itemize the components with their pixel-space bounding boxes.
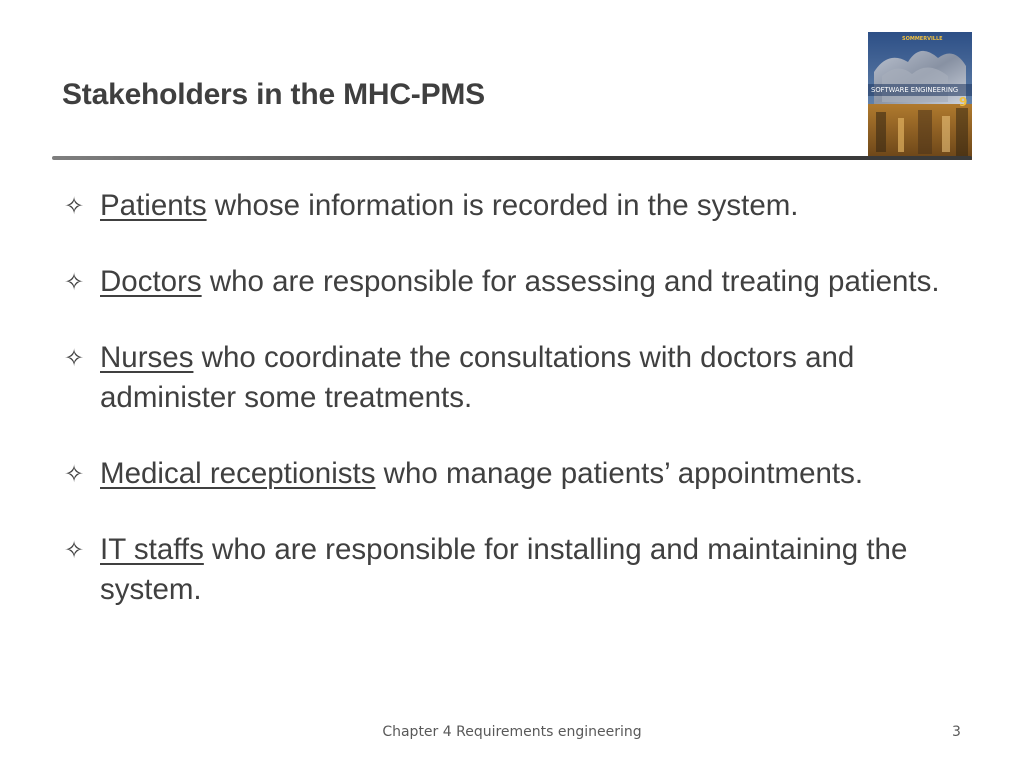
bullet-text: who are responsible for installing and maintaining the system. [100, 533, 908, 606]
bullet-text: who manage patients’ appointments. [375, 457, 864, 490]
four-pointed-star-icon: ✧ [64, 460, 85, 488]
four-pointed-star-icon: ✧ [64, 192, 85, 220]
bullet-term: IT staffs [100, 533, 204, 566]
bullet-item-patients [62, 186, 962, 226]
bullet-term: Doctors [100, 265, 202, 298]
book-cover-image [868, 32, 972, 160]
bullet-text: whose information is recorded in the system. [206, 189, 799, 222]
bullet-term: Nurses [100, 341, 194, 374]
bullet-term: Patients [100, 189, 207, 222]
bullet-list [62, 186, 962, 646]
title-divider [52, 156, 972, 160]
book-author-text: SOMMERVILLE [902, 36, 943, 42]
four-pointed-star-icon: ✧ [64, 536, 85, 564]
book-edition-text: 9 [959, 95, 968, 109]
bullet-item-nurses [62, 338, 962, 418]
bullet-text: who are responsible for assessing and treating patients. [201, 265, 940, 298]
bullet-item-receptionists [62, 454, 962, 494]
page-number: 3 [952, 724, 961, 740]
bullet-item-it-staffs [62, 530, 962, 610]
bullet-term: Medical receptionists [100, 457, 376, 490]
bullet-text: who coordinate the consultations with doctors and administer some treatments. [100, 341, 855, 414]
four-pointed-star-icon: ✧ [64, 344, 85, 372]
four-pointed-star-icon: ✧ [64, 268, 85, 296]
bullet-item-doctors [62, 262, 962, 302]
footer-chapter: Chapter 4 Requirements engineering [382, 724, 642, 740]
book-title-text: SOFTWARE ENGINEERING [871, 86, 959, 94]
slide-title: Stakeholders in the MHC-PMS [62, 78, 485, 111]
